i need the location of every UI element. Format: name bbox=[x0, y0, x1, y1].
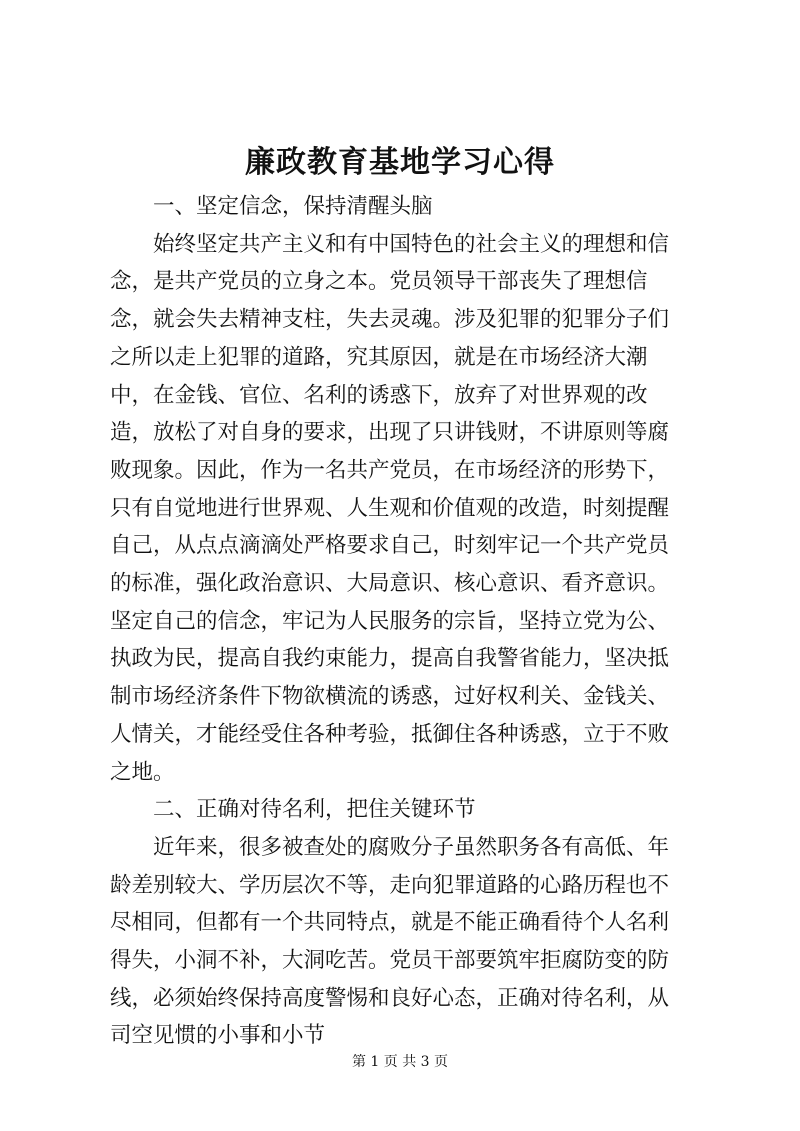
section-heading-1: 一、坚定信念，保持清醒头脑 bbox=[153, 194, 433, 219]
document-title: 廉政教育基地学习心得 bbox=[245, 145, 555, 180]
page-footer: 第 1 页 共 3 页 bbox=[351, 1054, 449, 1070]
body-paragraph-1: 始终坚定共产主义和有中国特色的社会主义的理想和信念，是共产党员的立身之本。党员领导干部丧失了理想信念，就会失去精神支柱，失去灵魂。涉及犯罪的犯罪分子们之所以走上犯罪的道路，究其原因，就是在市场经济大潮中，在金钱、官位、名利的诱惑下，放弃了对世界观的改造，放松了对自身的要求，出现了只讲钱财，不讲原则等腐败现象。因此，作为一名共产党员，在市场经济的形势下，只有自觉地进行世界观、人生观和价值观的改造，时刻提醒自己，从点点滴滴处严格要求自己，时刻牢记一个共产党员的标准，强化政治意识、大局意识、核心意识、看齐意识。坚定自己的信念，牢记为人民服务的宗旨，坚持立党为公、执政为民，提高自我约束能力，提高自我警省能力，坚决抵制市场经济条件下物欲横流的诱惑，过好权利关、金钱关、人情关，才能经受住各种考验，抵御住各种诱惑，立于不败之地。 bbox=[110, 231, 670, 785]
document-body bbox=[110, 188, 690, 1055]
section-heading-2: 二、正确对待名利，把住关键环节 bbox=[153, 797, 476, 823]
body-paragraph-2: 近年来，很多被查处的腐败分子虽然职务各有高低、年龄差别较大、学历层次不等，走向犯罪道路的心路历程也不尽相同，但都有一个共同特点，就是不能正确看待个人名利得失，小洞不补，大洞吃苦。党员干部要筑牢拒腐防变的防线，必须始终保持高度警惕和良好心态，正确对待名利，从司空见惯的小事和小节 bbox=[110, 834, 670, 1049]
